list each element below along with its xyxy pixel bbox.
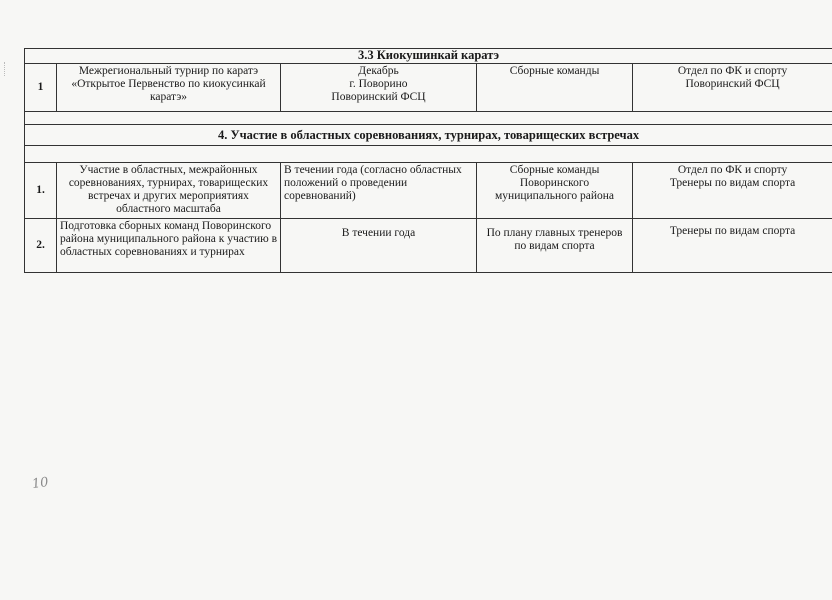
event-cell: Межрегиональный турнир по каратэ «Открытое Первенство по киокусинкай каратэ» [57, 64, 281, 112]
table-row [25, 64, 832, 112]
participants-cell: Сборные команды Поворинского муниципального района [477, 163, 633, 219]
date-place-cell: В течении года [281, 219, 477, 273]
section-title-regional: 4. Участие в областных соревнованиях, турнирах, товарищеских встречах [25, 125, 832, 146]
section-header-row [25, 49, 832, 64]
row-number: 1 [25, 64, 57, 112]
event-cell: Участие в областных, межрайонных соревнованиях, турнирах, товарищеских встречах и других мероприятиях областного масштаба [57, 163, 281, 219]
date-place-cell: В течении года (согласно областных положений о проведении соревнований) [281, 163, 477, 219]
events-table [24, 48, 832, 273]
spacer-cell [25, 146, 832, 163]
spacer-row [25, 146, 832, 163]
row-number: 1. [25, 163, 57, 219]
margin-mark [4, 62, 8, 76]
participants-cell: Сборные команды [477, 64, 633, 112]
responsible-cell: Отдел по ФК и спорту Поворинский ФСЦ [633, 64, 832, 112]
table-row [25, 163, 832, 219]
date-place-cell: Декабрь г. Поворино Поворинский ФСЦ [281, 64, 477, 112]
spacer-row [25, 112, 832, 125]
event-cell: Подготовка сборных команд Поворинского района муниципального района к участию в областных соревнованиях и турнирах [57, 219, 281, 273]
section-header-row [25, 125, 832, 146]
spacer-cell [25, 112, 832, 125]
section-title-karate: 3.3 Киокушинкай каратэ [25, 49, 832, 64]
table-row [25, 219, 832, 273]
row-number: 2. [25, 219, 57, 273]
responsible-cell: Отдел по ФК и спорту Тренеры по видам спорта [633, 163, 832, 219]
plan-page [24, 48, 832, 273]
participants-cell: По плану главных тренеров по видам спорта [477, 219, 633, 273]
responsible-cell: Тренеры по видам спорта [633, 219, 832, 273]
handwritten-page-number: 10 [31, 474, 50, 493]
